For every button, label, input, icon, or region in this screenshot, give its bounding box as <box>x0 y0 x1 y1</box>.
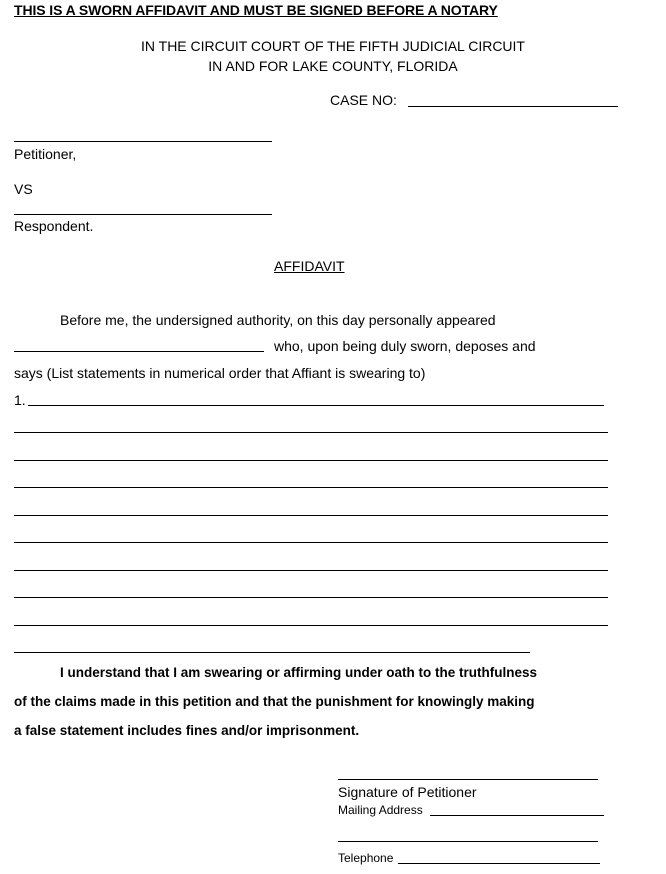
says-text: says (List statements in numerical order that Affiant is swearing to) <box>14 365 426 381</box>
statement-line[interactable] <box>14 487 608 488</box>
statement-line[interactable] <box>14 625 608 626</box>
statement-line[interactable] <box>14 597 608 598</box>
statement-line[interactable] <box>14 652 530 653</box>
statement-number: 1. <box>14 392 26 408</box>
mailing-address-field[interactable] <box>430 815 604 816</box>
respondent-label: Respondent. <box>14 218 94 234</box>
mailing-address-label: Mailing Address <box>338 803 423 817</box>
court-name: IN THE CIRCUIT COURT OF THE FIFTH JUDICIAL CIRCUIT <box>141 38 525 54</box>
statement-line[interactable] <box>14 542 608 543</box>
case-number-label: CASE NO: <box>330 92 397 108</box>
statement-line[interactable] <box>14 432 608 433</box>
statement-line[interactable] <box>14 460 608 461</box>
case-number-field[interactable] <box>408 106 618 107</box>
intro-text: Before me, the undersigned authority, on this day personally appeared <box>60 312 496 328</box>
affiant-name-field[interactable] <box>14 351 264 352</box>
sworn-text: who, upon being duly sworn, deposes and <box>274 338 536 354</box>
sworn-notice: THIS IS A SWORN AFFIDAVIT AND MUST BE SIGNED BEFORE A NOTARY <box>14 2 498 18</box>
vs-label: VS <box>14 181 33 197</box>
respondent-name-field[interactable] <box>14 214 272 215</box>
statement-line[interactable] <box>28 405 604 406</box>
telephone-field[interactable] <box>398 863 600 864</box>
petitioner-label: Petitioner, <box>14 146 77 162</box>
court-county: IN AND FOR LAKE COUNTY, FLORIDA <box>208 58 458 74</box>
telephone-label: Telephone <box>338 851 394 865</box>
statement-line[interactable] <box>14 515 608 516</box>
statement-line[interactable] <box>14 570 608 571</box>
signature-label: Signature of Petitioner <box>338 784 477 800</box>
declaration-line-1: I understand that I am swearing or affirming under oath to the truthfulness <box>60 665 538 680</box>
mailing-address-field-2[interactable] <box>338 841 598 842</box>
affidavit-title: AFFIDAVIT <box>274 258 345 274</box>
signature-field[interactable] <box>338 779 598 780</box>
declaration-line-3: a false statement includes fines and/or imprisonment. <box>14 723 360 738</box>
declaration-line-2: of the claims made in this petition and that the punishment for knowingly making <box>14 694 535 709</box>
petitioner-name-field[interactable] <box>14 141 272 142</box>
